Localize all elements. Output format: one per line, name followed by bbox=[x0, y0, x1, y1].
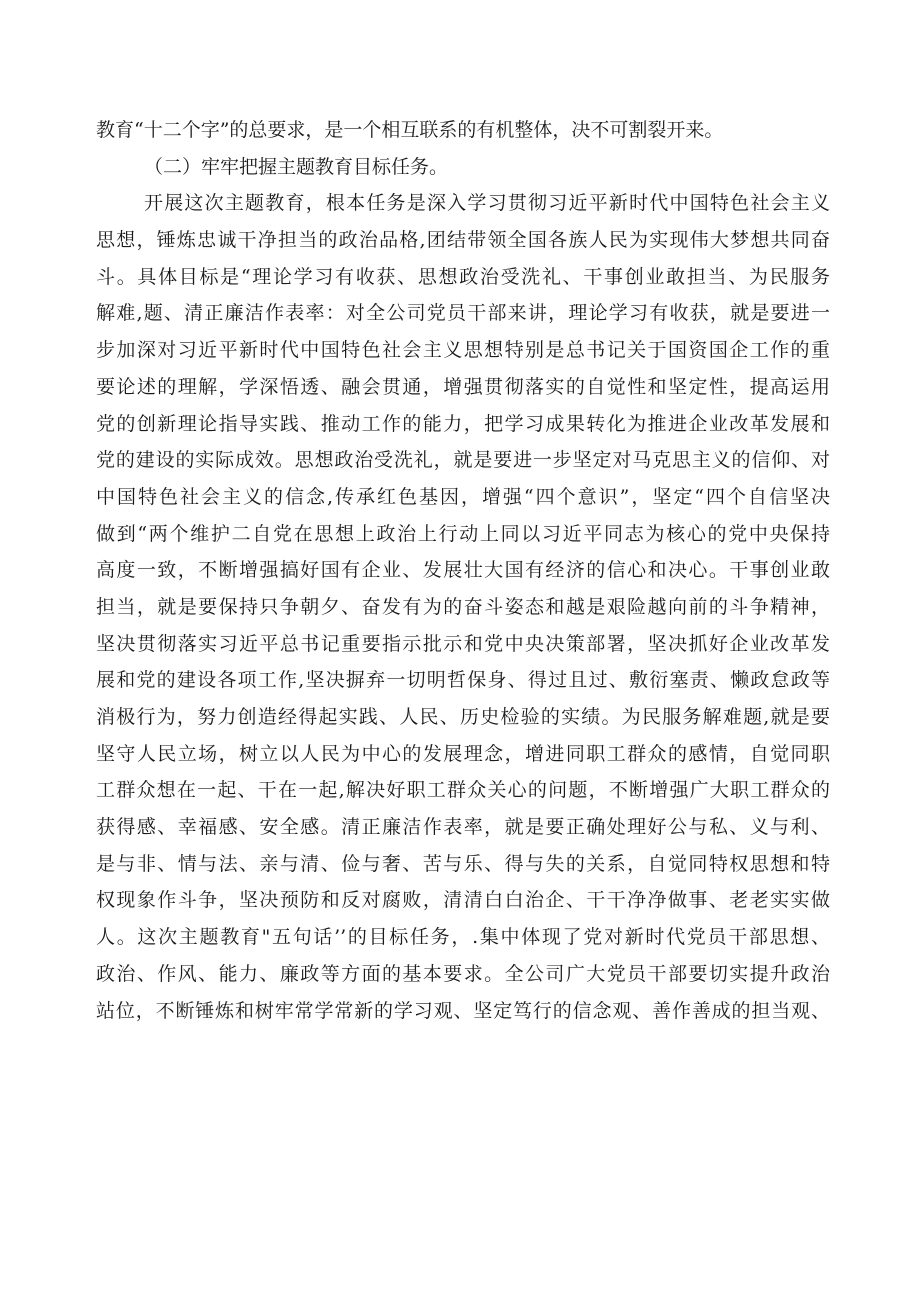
text-line: 坚决贯彻落实习近平总书记重要指示批示和党中央决策部署，坚决抓好企业改革发 bbox=[96, 632, 830, 655]
text-line: 获得感、幸福感、安全感。清正廉洁作表率，就是要正确处理好公与私、义与利、 bbox=[96, 816, 830, 839]
text-line: 展和党的建设各项工作,坚决摒弃一切明哲保身、得过且过、敷衍塞责、懒政怠政等 bbox=[96, 669, 830, 692]
text-line: 权现象作斗争，坚决预防和反对腐败，清清白白治企、干干净净做事、老老实实做 bbox=[96, 889, 830, 912]
text-line: 消极行为，努力创造经得起实践、人民、历史检验的实绩。为民服务解难题,就是要 bbox=[96, 706, 830, 728]
text-line: 要论述的理解，学深悟透、融会贯通，增强贯彻落实的自觉性和坚定性，提高运用 bbox=[96, 375, 830, 398]
text-line: 中国特色社会主义的信念,传承红色基因，增强“四个意识”，坚定“四个自信坚决 bbox=[96, 485, 830, 508]
text-line: 教育“十二个字”的总要求，是一个相互联系的有机整体，决不可割裂开来。 bbox=[96, 119, 724, 141]
text-line: 政治、作风、能力、廉政等方面的基本要求。全公司广大党员干部要切实提升政治 bbox=[96, 962, 830, 985]
text-line: 坚守人民立场，树立以人民为中心的发展理念，增进同职工群众的感情，自觉同职 bbox=[96, 742, 830, 765]
text-line: 站位，不断锤炼和树牢常学常新的学习观、坚定笃行的信念观、善作善成的担当观、 bbox=[96, 999, 830, 1022]
document-body bbox=[96, 112, 830, 1029]
text-line: 人。这次主题教育"五句话’’的目标任务，.集中体现了党对新时代党员干部思想、 bbox=[96, 926, 830, 949]
text-line: 工群众想在一起、干在一起,解决好职工群众关心的问题，不断增强广大职工群众的 bbox=[96, 779, 830, 802]
text-line: 解难,题、清正廉洁作表率：对全公司党员干部来讲，理论学习有收获，就是要进一 bbox=[96, 302, 830, 325]
text-line: 思想，锤炼忠诚干净担当的政治品格,团结带领全国各族人民为实现伟大梦想共同奋 bbox=[96, 229, 830, 252]
text-line: 党的建设的实际成效。思想政治受洗礼，就是要进一步坚定对马克思主义的信仰、对 bbox=[96, 449, 830, 472]
text-line: 高度一致，不断增强搞好国有企业、发展壮大国有经济的信心和决心。干事创业敢 bbox=[96, 559, 830, 582]
text-line: （二）牢牢把握主题教育目标任务。 bbox=[144, 155, 449, 178]
text-line: 步加深对习近平新时代中国特色社会主义思想特别是总书记关于国资国企工作的重 bbox=[96, 339, 830, 362]
text-line: 做到“两个维护二自党在思想上政治上行动上同以习近平同志为核心的党中央保持 bbox=[96, 522, 830, 545]
text-line: 斗。具体目标是“理论学习有收获、思想政治受洗礼、干事创业敢担当、为民服务 bbox=[96, 265, 830, 288]
text-line: 是与非、情与法、亲与清、俭与奢、苦与乐、得与失的关系，自觉同特权思想和特 bbox=[96, 852, 830, 875]
text-line: 开展这次主题教育，根本任务是深入学习贯彻习近平新时代中国特色社会主义 bbox=[144, 192, 830, 215]
text-line: 党的创新理论指导实践、推动工作的能力，把学习成果转化为推进企业改革发展和 bbox=[96, 412, 830, 435]
text-line: 担当，就是要保持只争朝夕、奋发有为的奋斗姿态和越是艰险越向前的斗争精神， bbox=[96, 595, 830, 618]
